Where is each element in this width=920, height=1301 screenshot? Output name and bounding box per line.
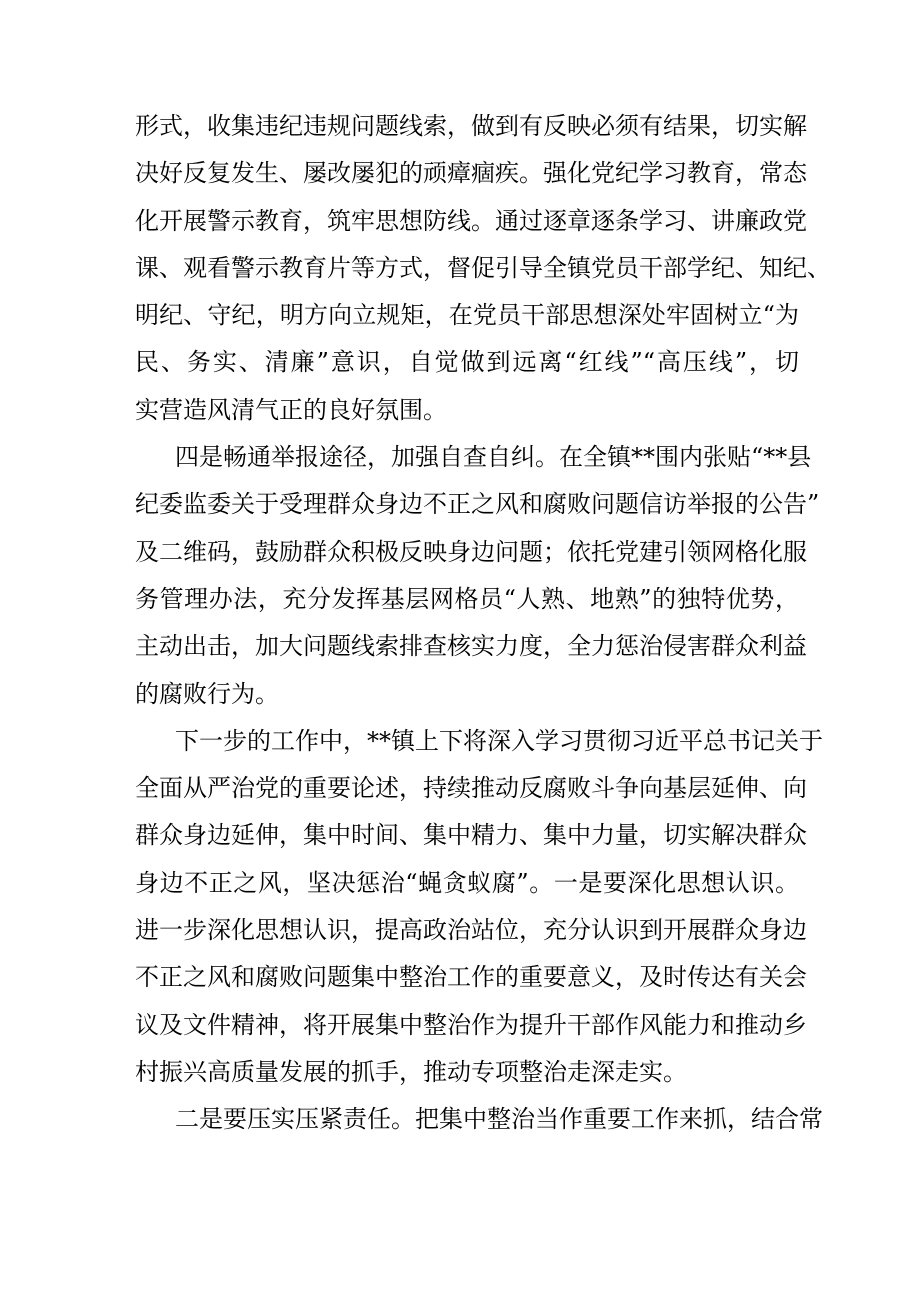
text-line: 民、务实、清廉”意识，自觉做到远离“红线”“高压线”，切 [135,348,799,377]
text-line: 决好反复发生、屡改屡犯的顽瘴痼疾。强化党纪学习教育，常态 [135,159,807,188]
paragraph-first-line: 下一步的工作中，**镇上下将深入学习贯彻习近平总书记关于 [175,726,823,755]
text-line: 村振兴高质量发展的抓手，推动专项整治走深走实。 [135,1057,687,1086]
text-line: 实营造风清气正的良好氛围。 [135,395,447,424]
text-line: 主动出击，加大问题线索排查核实力度，全力惩治侵害群众利益 [135,632,807,661]
text-line: 议及文件精神，将开展集中整治作为提升干部作风能力和推动乡 [135,1010,807,1039]
text-line: 全面从严治党的重要论述，持续推动反腐败斗争向基层延伸、向 [135,774,807,803]
text-line: 进一步深化思想认识，提高政治站位，充分认识到开展群众身边 [135,916,807,945]
text-line: 群众身边延伸，集中时间、集中精力、集中力量，切实解决群众 [135,821,807,850]
text-line: 明纪、守纪，明方向立规矩，在党员干部思想深处牢固树立“为 [135,301,799,330]
text-line: 课、观看警示教育片等方式，督促引导全镇党员干部学纪、知纪、 [135,253,831,282]
text-line: 形式，收集违纪违规问题线索，做到有反映必须有结果，切实解 [135,112,807,140]
paragraph-first-line: 四是畅通举报途径，加强自查自纠。在全镇**围内张贴“**县 [175,443,812,472]
text-line: 的腐败行为。 [135,679,279,708]
text-line: 身边不正之风，坚决惩治“蝇贪蚁腐”。一是要深化思想认识。 [135,868,799,897]
text-line: 及二维码，鼓励群众积极反映身边问题；依托党建引领网格化服 [135,537,807,566]
text-line: 纪委监委关于受理群众身边不正之风和腐败问题信访举报的公告” [135,490,820,519]
paragraph-first-line: 二是要压实压紧责任。把集中整治当作重要工作来抓，结合常 [175,1105,823,1134]
document-body [135,103,831,1144]
text-line: 化开展警示教育，筑牢思想防线。通过逐章逐条学习、讲廉政党 [135,206,807,235]
text-line: 不正之风和腐败问题集中整治工作的重要意义，及时传达有关会 [135,963,807,992]
text-line: 务管理办法，充分发挥基层网格员“人熟、地熟”的独特优势， [135,584,799,613]
